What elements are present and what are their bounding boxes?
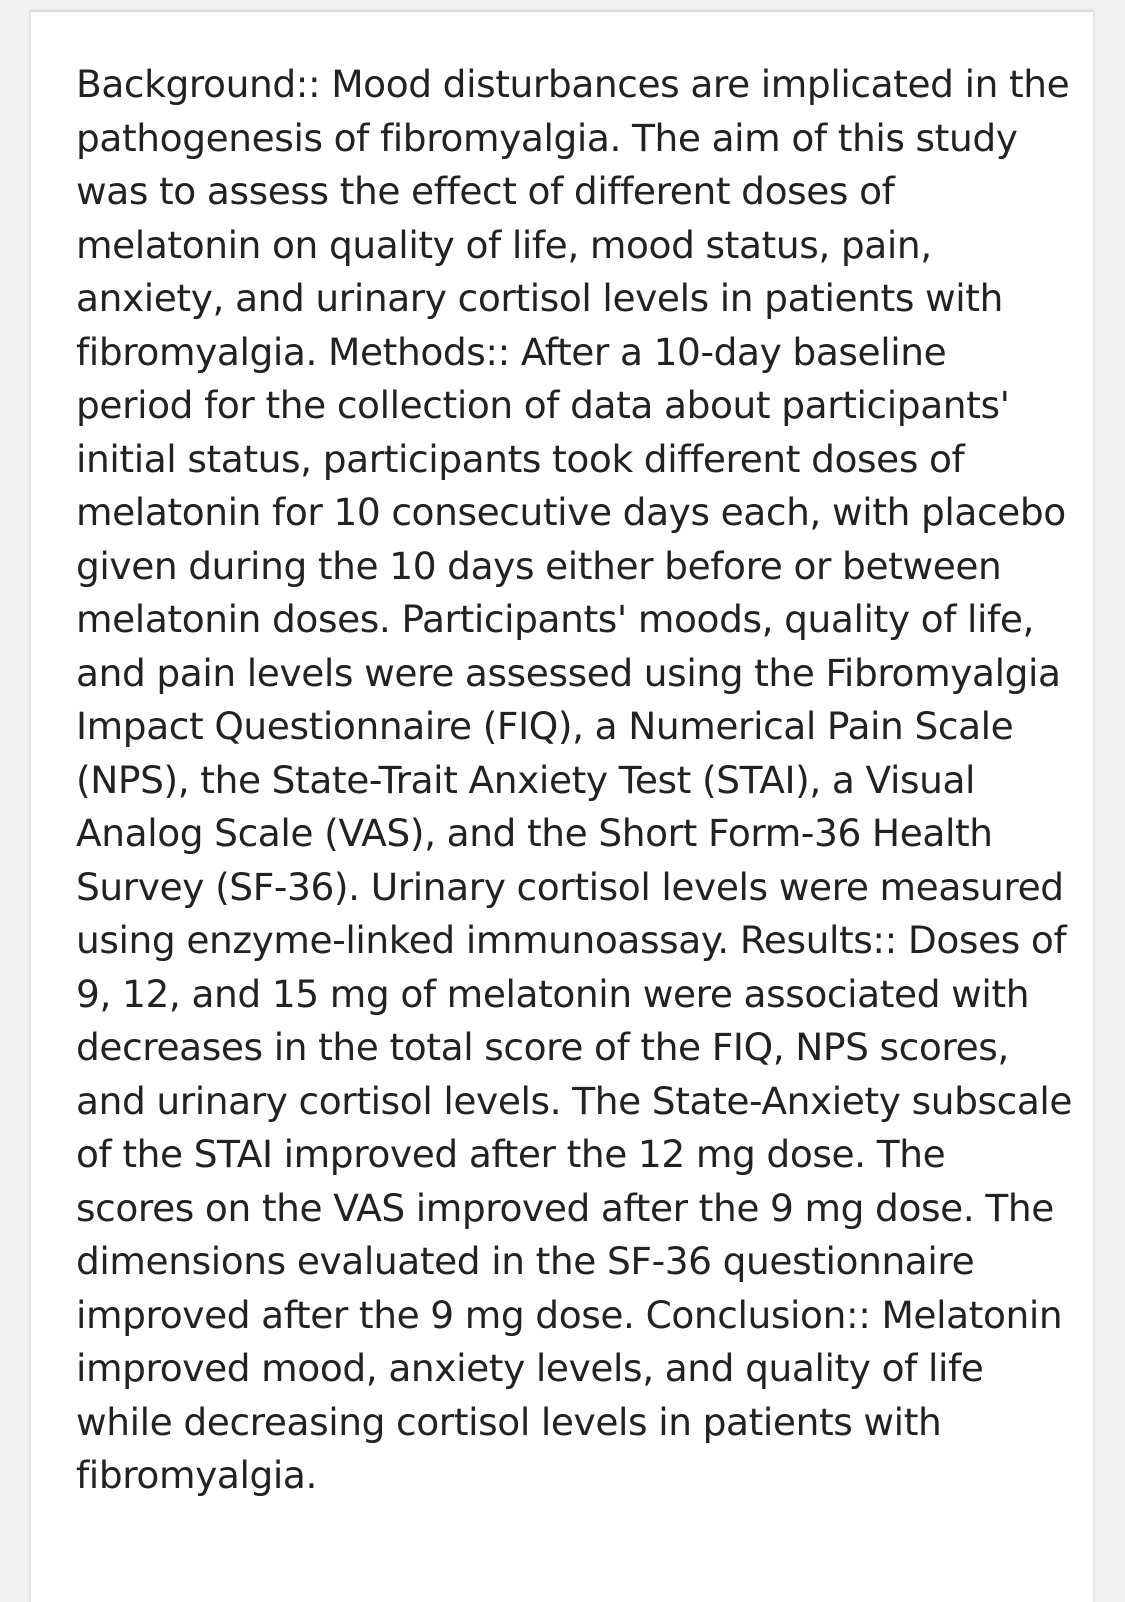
abstract-card [30,10,1094,1602]
abstract-text: Background:: Mood disturbances are implicated in the pathogenesis of fibromyalgia. The aim of this study was to assess the effect of different doses of melatonin on quality of life, mood status, pain, anxiety, and urinary cortisol levels in patients with fibromyalgia. Methods:: After a 10-day baseline period for the collection of data about participants' initial status, participants took different doses of melatonin for 10 consecutive days each, with placebo given during the 10 days either before or between melatonin doses. Participants' moods, quality of life, and pain levels were assessed using the Fibromyalgia Impact Questionnaire (FIQ), a Numerical Pain Scale (NPS), the State-Trait Anxiety Test (STAI), a Visual Analog Scale (VAS), and the Short Form-36 Health Survey (SF-36). Urinary cortisol levels were measured using enzyme-linked immunoassay. Results:: Doses of 9, 12, and 15 mg of melatonin were associated with decreases in the total score of the FIQ, NPS scores, and urinary cortisol levels. The State-Anxiety subscale of the STAI improved after the 12 mg dose. The scores on the VAS improved after the 9 mg dose. The dimensions evaluated in the SF-36 questionnaire improved after the 9 mg dose. Conclusion:: Melatonin improved mood, anxiety levels, and quality of life while decreasing cortisol levels in patients with fibromyalgia. [76,62,1073,1497]
